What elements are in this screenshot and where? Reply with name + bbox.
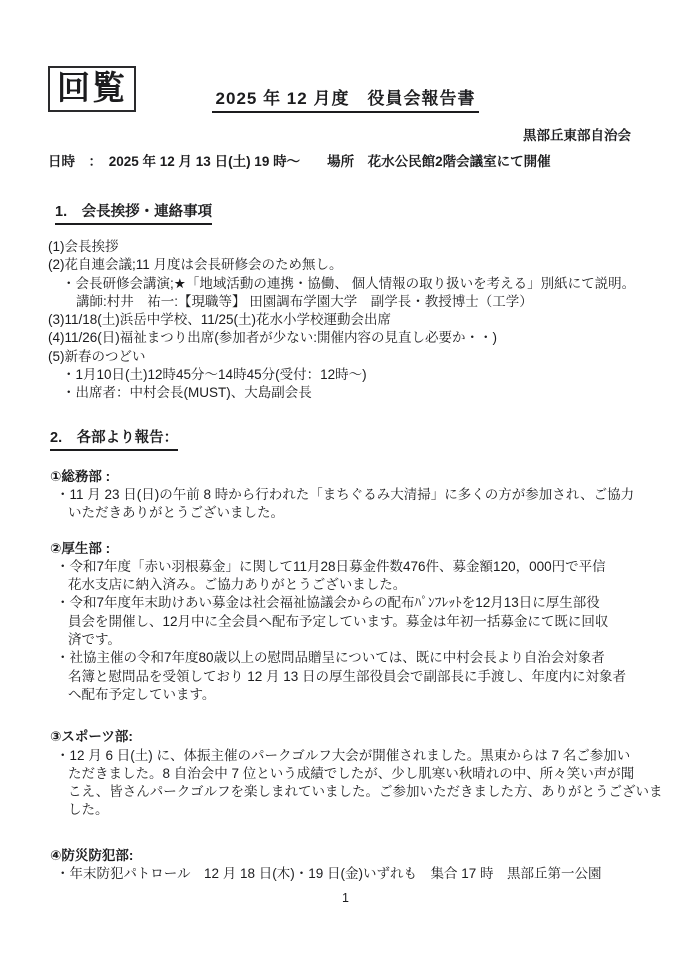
section1-heading xyxy=(55,200,691,225)
department-kousei xyxy=(0,540,691,705)
report-line: (2)花自連会議;11 月度は会長研修会のため無し。 xyxy=(48,257,343,273)
department-bousai xyxy=(0,847,691,884)
department-heading: ②厚生部 : xyxy=(50,540,111,556)
report-line: (1)会長挨拶 xyxy=(48,239,119,254)
report-line: こえ、皆さんパークゴルフを楽しまれていました。ご参加いただきました方、ありがとうございま xyxy=(68,784,663,800)
report-line: 名簿と慰問品を受領しており 12 月 13 日の厚生部役員会で副部長に手渡し、年度内に対象者 xyxy=(68,668,627,684)
report-line: ・令和7年度年末助けあい募金は社会福祉協議会からの配布ﾊﾟﾝﾌﾚｯﾄを12月13日に厚生部役 xyxy=(56,595,600,611)
kairan-stamp: 回覧 xyxy=(48,66,136,112)
report-line: 員会を開催し、12月中に全会員へ配布予定しています。募金は年初一括募金にて既に回収 xyxy=(68,613,609,629)
meeting-datetime: 日時 ： 2025 年 12 月 13 日(土) 19 時～ 場所 花水公民館2階会議室にて開催 xyxy=(48,154,551,169)
report-line: ・12 月 6 日(土) に、体振主催のパークゴルフ大会が開催されました。黒東からは 7 名ご参加い xyxy=(56,747,631,763)
report-line: (3)11/18(土)浜岳中学校、11/25(土)花水小学校運動会出席 xyxy=(48,312,392,328)
report-line: いただきありがとうございました。 xyxy=(68,505,284,521)
report-line: 済です。 xyxy=(68,632,121,648)
report-line: ・会長研修会講演;★「地域活動の連携・協働、 個人情報の取り扱いを考える」別紙にて説明。 xyxy=(62,275,636,291)
report-line: (5)新春のつどい xyxy=(48,348,146,364)
report-line: 講師:村井 祐一:【現職等】 田園調布学園大学 副学長・教授博士（工学） xyxy=(76,293,533,309)
report-line: ・社協主催の令和7年度80歳以上の慰問品贈呈については、既に中村会長より自治会対象者 xyxy=(56,650,605,666)
report-line: ・令和7年度「赤い羽根募金」に関して11月28日募金件数476件、募金額120，000円で平信 xyxy=(56,558,606,574)
department-heading: ①総務部 : xyxy=(50,468,111,484)
document-title: 2025 年 12 月度 役員会報告書 xyxy=(212,84,480,113)
report-line: ・11 月 23 日(日)の午前 8 時から行われた「まちぐるみ大清掃」に多くの方が参加され、ご協力 xyxy=(56,486,635,502)
department-heading: ③スポーツ部: xyxy=(50,729,133,745)
section1-body xyxy=(0,238,691,403)
report-line: へ配布予定しています。 xyxy=(68,686,216,702)
report-line: ・年末防犯パトロール 12 月 18 日(木)・19 日(金)いずれも 集合 17 時 黒部丘第一公園 xyxy=(56,866,602,882)
page-number: 1 xyxy=(342,891,349,906)
report-line: ただきました。8 自治会中 7 位という成績でしたが、少し肌寒い秋晴れの中、所々笑い声が聞 xyxy=(68,765,635,781)
report-line: ・1月10日(土)12時45分～14時45分(受付：12時～) xyxy=(62,367,367,383)
report-line: ・出席者：中村会長(MUST)、大島副会長 xyxy=(62,385,312,401)
report-line: (4)11/26(日)福祉まつり出席(参加者が少ない:開催内容の見直し必要か・・) xyxy=(48,330,498,346)
department-sports xyxy=(0,728,691,819)
organization-name: 黒部丘東部自治会 xyxy=(523,128,631,143)
department-soumu xyxy=(0,468,691,523)
section1-heading-text: 1. 会長挨拶・連絡事項 xyxy=(55,200,212,225)
section2-heading xyxy=(50,426,691,451)
department-heading: ④防災防犯部: xyxy=(50,847,134,863)
report-line: した。 xyxy=(68,802,109,818)
report-line: 花水支店に納入済み。ご協力ありがとうございました。 xyxy=(68,577,407,593)
section2-heading-text: 2. 各部より報告： xyxy=(50,426,178,451)
